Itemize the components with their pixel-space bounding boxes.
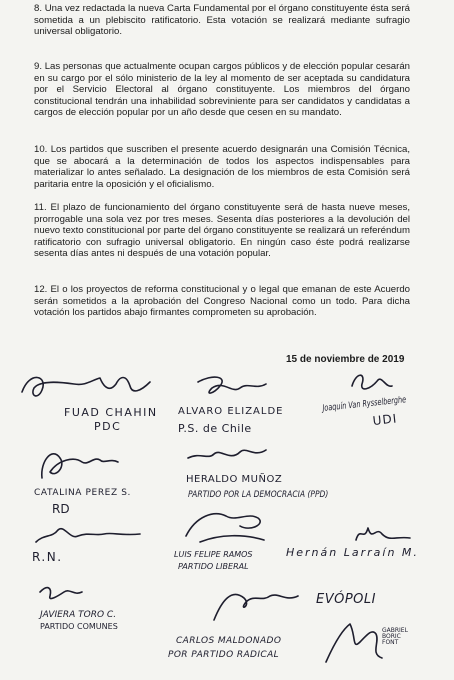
paragraph-11: 11. El plazo de funcionamiento del órgano constituyente será de hasta nueve meses, prorrogable una sola vez por tres meses. Sesenta días posteriores a la devolución del nuevo texto constitucional por parte del órgano constituyente se realizará un referéndum ratificatorio con sufragio universal obligatorio. En ningún caso éste podrá realizarse sesenta días antes ni después de una votación popular. [34,202,410,260]
heraldo-party: PARTIDO POR LA DEMOCRACIA (PPD) [188,490,329,500]
desbordes-party: R.N. [32,550,63,564]
paragraph-8: 8. Una vez redactada la nueva Carta Fundamental por el órgano constituyente ésta será sometida a un plebiscito ratificatorio. Esta votación se realizará mediante sufragio universal obligatorio. [34,3,410,38]
heraldo-name: HERALDO MUÑOZ [186,474,283,485]
signature-block [0,366,454,680]
joaquin-party: UDI [372,411,398,428]
gabriel-signature [326,624,382,662]
carlos-name: CARLOS MALDONADO [176,636,282,646]
fuad-party: PDC [94,420,122,433]
luis-name: LUIS FELIPE RAMOS [174,550,253,559]
javiera-name: JAVIERA TORO C. [40,610,117,620]
catalina-name: CATALINA PEREZ S. [34,488,131,498]
luis-signature [186,514,260,536]
gabriel-name: GABRIEL BORIC FONT [382,627,408,646]
carlos-signature [214,594,298,620]
carlos-party: POR PARTIDO RADICAL [168,650,280,660]
hernan-name: Hernán Larraín M. [286,546,419,559]
joaquin-name: Joaquín Van Rysselberghe [322,395,407,414]
luis-party: PARTIDO LIBERAL [178,562,249,571]
paragraph-12: 12. El o los proyectos de reforma constitucional y o legal que emanan de este Acuerdo serán sometidos a la aprobación del Congreso Nacional como un todo. Para dicha votación los partidos abajo firmantes comprometen su aprobación. [34,284,410,319]
fuad-name: FUAD CHAHIN [64,406,158,419]
paragraph-10: 10. Los partidos que suscriben el presente acuerdo designarán una Comisión Técnica, que se abocará a la determinación de todos los aspectos indispensables para materializar lo antes señalado. La designación de los miembros de esta Comisión será paritaria entre la oposición y el oficialismo. [34,144,410,190]
luis-signature-2 [200,536,264,542]
catalina-signature [42,454,118,478]
evopoli-label: EVÓPOLI [316,592,376,607]
catalina-party: RD [52,502,70,516]
document-date: 15 de noviembre de 2019 [286,354,405,365]
paragraph-9: 9. Las personas que actualmente ocupan cargos públicos y de elección popular cesarán en su cargo por el sólo ministerio de la ley al momento de ser aceptada su candidatura por el Servicio Electoral al órgano constituyente. Los miembros del órgano constitucional tendrán una inhabilidad sobreviniente para ser candidatos y candidatas a cargos de elección popular por un año desde que cesen en su mandato. [34,61,410,119]
javiera-signature [40,588,82,599]
alvaro-signature [198,377,266,393]
heraldo-signature [188,450,266,458]
fuad-signature [22,377,150,395]
hernan-signature [356,528,410,540]
joaquin-signature [352,375,392,389]
alvaro-party: P.S. de Chile [178,422,252,435]
javiera-party: PARTIDO COMUNES [40,622,118,631]
alvaro-name: ALVARO ELIZALDE [178,406,284,417]
